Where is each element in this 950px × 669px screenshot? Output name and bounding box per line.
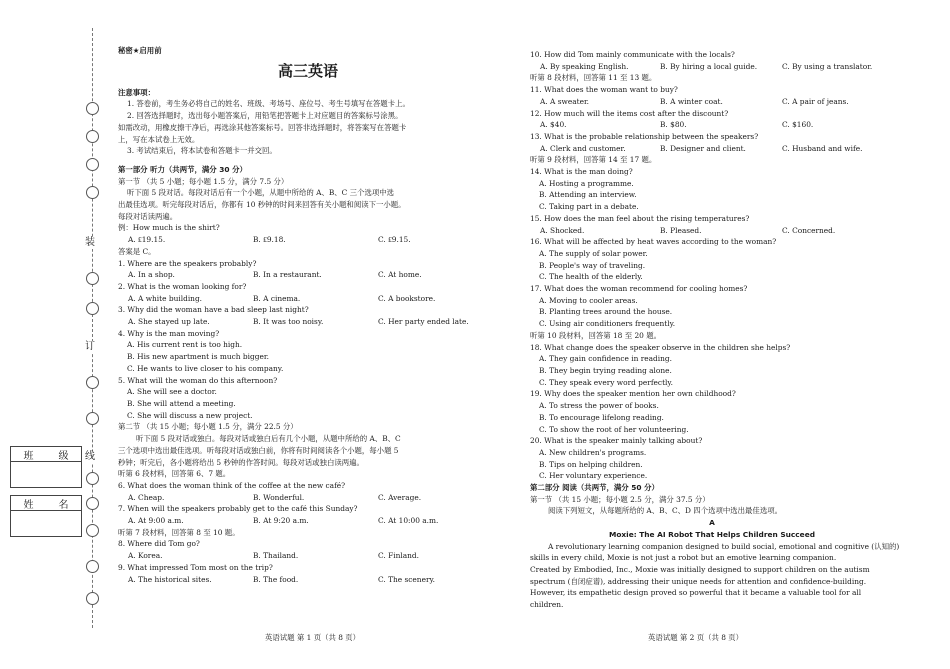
instruction-line: 三个选项中选出最佳选项。听每段对话或独白前，你将有时间阅读各个小题，每小题 5 <box>118 445 399 455</box>
option[interactable]: A. To stress the power of books. <box>539 401 659 411</box>
instruction-line: 每段对话读两遍。 <box>118 211 178 221</box>
option[interactable]: C. The scenery. <box>378 574 436 584</box>
option[interactable]: B. Planting trees around the house. <box>539 307 673 317</box>
name-label-char: 名 <box>58 499 69 511</box>
question-6: 6. What does the woman think of the coffee at the new café? <box>118 480 346 490</box>
question-13: 13. What is the probable relationship between the speakers? <box>530 131 759 141</box>
left-column <box>118 45 498 585</box>
example-answer: 答案是 C。 <box>118 246 156 256</box>
binding-line <box>92 28 93 628</box>
option[interactable]: C. By using a translator. <box>782 61 873 71</box>
option[interactable]: B. Attending an interview. <box>539 190 637 200</box>
question-8: 8. Where did Tom go? <box>118 539 200 549</box>
binding-hole <box>86 102 99 115</box>
right-column <box>530 49 900 611</box>
binding-margin <box>0 0 115 669</box>
note-line: 上，写在本试卷上无效。 <box>118 134 200 144</box>
option[interactable]: C. Using air conditioners frequently. <box>539 319 676 329</box>
option[interactable]: C. A bookstore. <box>378 293 436 303</box>
secret-label: 秘密★启用前 <box>118 46 162 55</box>
question-9-options <box>118 574 498 586</box>
question-1-options <box>118 269 498 281</box>
option[interactable]: C. A pair of jeans. <box>782 96 849 106</box>
option[interactable]: A. She will see a doctor. <box>127 387 217 397</box>
option[interactable]: A. Shocked. <box>540 225 585 235</box>
option[interactable]: B. To encourage lifelong reading. <box>539 412 664 422</box>
option[interactable]: A. The supply of solar power. <box>539 248 648 258</box>
name-label <box>11 496 81 511</box>
page-title: 高三英语 <box>277 61 338 80</box>
binding-hole <box>86 272 99 285</box>
option[interactable]: A. The historical sites. <box>128 574 212 584</box>
option[interactable]: A. New children's programs. <box>539 447 647 457</box>
note-line: 2. 回答选择题时，选出每小题答案后，用铅笔把答题卡上对应题目的答案标号涂黑。 <box>127 111 403 121</box>
option[interactable]: C. Finland. <box>378 551 419 561</box>
option[interactable]: B. Tips on helping children. <box>539 459 643 469</box>
option[interactable]: C. To show the root of her volunteering. <box>539 424 689 434</box>
question-13-options <box>530 143 894 155</box>
note-line: 1. 答卷前，考生务必将自己的姓名、班级、考场号、座位号、考生号填写在答题卡上。 <box>127 99 410 109</box>
binding-hole <box>86 497 99 510</box>
question-12: 12. How much will the items cost after the discount? <box>530 108 729 118</box>
passage-title: Moxie: The AI Robot That Helps Children Succeed <box>608 529 816 539</box>
option[interactable]: B. At 9:20 a.m. <box>253 516 309 526</box>
binding-char-ding: 订 <box>85 341 95 352</box>
class-label-char: 级 <box>58 450 69 462</box>
question-6-options <box>118 492 498 504</box>
question-2-options <box>118 293 498 305</box>
question-17: 17. What does the woman recommend for cooling homes? <box>530 284 748 294</box>
question-3-options <box>118 316 498 328</box>
option[interactable]: C. Concerned. <box>782 225 836 235</box>
option[interactable]: A. Hosting a programme. <box>539 178 634 188</box>
question-14: 14. What is the man doing? <box>530 167 633 177</box>
option[interactable]: B. It was too noisy. <box>253 317 324 327</box>
option[interactable]: B. Pleased. <box>660 225 702 235</box>
binding-hole <box>86 592 99 605</box>
option[interactable]: C. ₤9.15. <box>378 235 411 245</box>
option[interactable]: A. ₤19.15. <box>128 235 166 245</box>
question-20: 20. What is the speaker mainly talking about? <box>530 436 703 446</box>
question-5: 5. What will the woman do this afternoon? <box>118 375 278 385</box>
question-7-options <box>118 515 498 527</box>
question-11: 11. What does the woman want to buy? <box>530 85 678 95</box>
passage-line: spectrum (自闭症谱), addressing their unique needs for attention and confidence-building. <box>530 576 867 586</box>
option[interactable]: A. Moving to cooler areas. <box>539 295 638 305</box>
option[interactable]: B. A cinema. <box>253 293 301 303</box>
reading-section1-heading: 第一节 （共 15 小题；每小题 2.5 分，满分 37.5 分） <box>530 494 710 504</box>
option[interactable]: C. She will discuss a new project. <box>127 410 253 420</box>
option[interactable]: B. Thailand. <box>253 551 299 561</box>
example-question: 例：How much is the shirt? <box>118 223 220 233</box>
question-12-options <box>530 119 894 131</box>
option[interactable]: A. A white building. <box>128 293 203 303</box>
page-footer-left: 英语试题 第 1 页（共 8 页） <box>265 633 361 642</box>
option[interactable]: B. A winter coat. <box>660 96 723 106</box>
question-11-options <box>530 96 894 108</box>
binding-char-zhuang: 装 <box>85 237 95 248</box>
binding-hole <box>86 302 99 315</box>
binding-hole <box>86 376 99 389</box>
option[interactable]: C. Taking part in a debate. <box>539 202 639 212</box>
binding-hole <box>86 560 99 573</box>
material-7-heading: 听第 7 段材料，回答第 8 至 10 题。 <box>118 527 240 537</box>
notes-heading: 注意事项： <box>118 87 155 97</box>
option[interactable]: B. People's way of traveling. <box>539 260 646 270</box>
option[interactable]: B. She will attend a meeting. <box>127 398 236 408</box>
question-1: 1. Where are the speakers probably? <box>118 258 257 268</box>
question-3: 3. Why did the woman have a bad sleep last night? <box>118 305 309 315</box>
option[interactable]: B. Designer and client. <box>660 143 746 153</box>
binding-char-xian: 线 <box>85 451 95 462</box>
option[interactable]: C. Average. <box>378 492 422 502</box>
name-box[interactable] <box>10 495 82 537</box>
option[interactable]: C. The health of the elderly. <box>539 272 643 282</box>
option[interactable]: A. A sweater. <box>540 96 590 106</box>
binding-hole <box>86 412 99 425</box>
class-box[interactable] <box>10 446 82 488</box>
name-label-char: 姓 <box>23 499 34 511</box>
option[interactable]: C. Her voluntary experience. <box>539 471 648 481</box>
option[interactable]: A. In a shop. <box>128 270 175 280</box>
material-10-heading: 听第 10 段材料，回答第 18 至 20 题。 <box>530 330 661 340</box>
question-8-options <box>118 550 498 562</box>
part1-heading: 第一部分 听力（共两节，满分 30 分） <box>118 164 247 174</box>
instruction-line: 秒钟；听完后，各小题将给出 5 秒钟的作答时间。每段对话或独白读两遍。 <box>118 457 364 467</box>
example-options <box>118 234 498 246</box>
option[interactable]: A. They gain confidence in reading. <box>539 354 672 364</box>
binding-hole <box>86 130 99 143</box>
question-18: 18. What change does the speaker observe in the children she helps? <box>530 342 791 352</box>
page-footer-right: 英语试题 第 2 页（共 8 页） <box>648 633 744 642</box>
passage-line: A revolutionary learning companion designed to build social, emotional and cognitive (认知的) <box>548 541 900 551</box>
question-9: 9. What impressed Tom most on the trip? <box>118 562 273 572</box>
option[interactable]: B. ₤9.18. <box>253 235 286 245</box>
option[interactable]: C. At 10:00 a.m. <box>378 516 439 526</box>
question-2: 2. What is the woman looking for? <box>118 281 247 291</box>
option[interactable]: B. By hiring a local guide. <box>660 61 758 71</box>
question-16: 16. What will be affected by heat waves according to the woman? <box>530 237 777 247</box>
option[interactable]: A. By speaking English. <box>540 61 629 71</box>
spacer <box>118 157 498 164</box>
class-label <box>11 447 81 462</box>
instruction-line: 出最佳选项。听完每段对话后，你都有 10 秒钟的时间来回答有关小题和阅读下一小题。 <box>118 200 406 210</box>
class-label-char: 班 <box>23 450 34 462</box>
passage-line: children. <box>530 600 564 610</box>
part2-heading: 第二部分 阅读（共两节，满分 50 分） <box>530 483 659 493</box>
binding-hole <box>86 472 99 485</box>
section1-heading: 第一节 （共 5 小题；每小题 1.5 分，满分 7.5 分） <box>118 176 289 186</box>
instruction-line: 听下面 5 段对话或独白。每段对话或独白后有几个小题，从题中所给的 A、B、C <box>136 434 401 444</box>
option[interactable]: C. At home. <box>378 270 422 280</box>
question-19: 19. Why does the speaker mention her own childhood? <box>530 389 736 399</box>
material-9-heading: 听第 9 段材料，回答第 14 至 17 题。 <box>530 155 657 165</box>
option[interactable]: A. His current rent is too high. <box>127 340 243 350</box>
option[interactable]: C. Her party ended late. <box>378 317 469 327</box>
option[interactable]: C. $160. <box>782 120 814 130</box>
question-4: 4. Why is the man moving? <box>118 328 220 338</box>
note-line: 如需改动，用橡皮擦干净后，再选涂其他答案标号。回答非选择题时，将答案写在答题卡 <box>118 122 407 132</box>
material-8-heading: 听第 8 段材料，回答第 11 至 13 题。 <box>530 73 657 83</box>
option[interactable]: A. Korea. <box>128 551 163 561</box>
option[interactable]: B. They begin trying reading alone. <box>539 365 672 375</box>
option[interactable]: C. Husband and wife. <box>782 143 863 153</box>
option[interactable]: A. At 9:00 a.m. <box>128 516 184 526</box>
option[interactable]: C. They speak every word perfectly. <box>539 377 673 387</box>
question-10-options <box>530 61 894 73</box>
question-15-options <box>530 225 894 237</box>
note-line: 3. 考试结束后，将本试卷和答题卡一并交回。 <box>127 146 277 156</box>
passage-line: However, its empathetic design proved so powerful that it became a valuable tool for all <box>530 588 862 598</box>
passage-letter: A <box>709 518 715 528</box>
option[interactable]: B. His new apartment is much bigger. <box>127 352 269 362</box>
option[interactable]: A. $40. <box>540 120 567 130</box>
option[interactable]: B. $80. <box>660 120 687 130</box>
material-6-heading: 听第 6 段材料，回答第 6、7 题。 <box>118 469 231 479</box>
passage-line: skills in every child, Moxie is not just a robot but an emotive learning companion. <box>530 553 837 563</box>
option[interactable]: B. In a restaurant. <box>253 270 322 280</box>
option[interactable]: A. Clerk and customer. <box>540 143 626 153</box>
option[interactable]: B. Wonderful. <box>253 492 305 502</box>
option[interactable]: A. She stayed up late. <box>128 317 210 327</box>
instruction-line: 听下面 5 段对话。每段对话后有一个小题，从题中所给的 A、B、C 三个选项中选 <box>127 188 395 198</box>
question-10: 10. How did Tom mainly communicate with the locals? <box>530 50 735 59</box>
section2-heading: 第二节 （共 15 小题；每小题 1.5 分，满分 22.5 分） <box>118 422 298 432</box>
option[interactable]: C. He wants to live closer to his company. <box>127 363 284 373</box>
binding-hole <box>86 186 99 199</box>
question-7: 7. When will the speakers probably get to the café this Sunday? <box>118 504 358 514</box>
binding-hole <box>86 158 99 171</box>
option[interactable]: A. Cheap. <box>128 492 165 502</box>
passage-line: Created by Embodied, Inc., Moxie was initially designed to support children on the autism <box>530 564 870 574</box>
reading-instruction: 阅读下列短文，从每题所给的 A、B、C、D 四个选项中选出最佳选项。 <box>548 506 782 516</box>
binding-hole <box>86 524 99 537</box>
option[interactable]: B. The food. <box>253 574 299 584</box>
question-15: 15. How does the man feel about the rising temperatures? <box>530 213 750 223</box>
